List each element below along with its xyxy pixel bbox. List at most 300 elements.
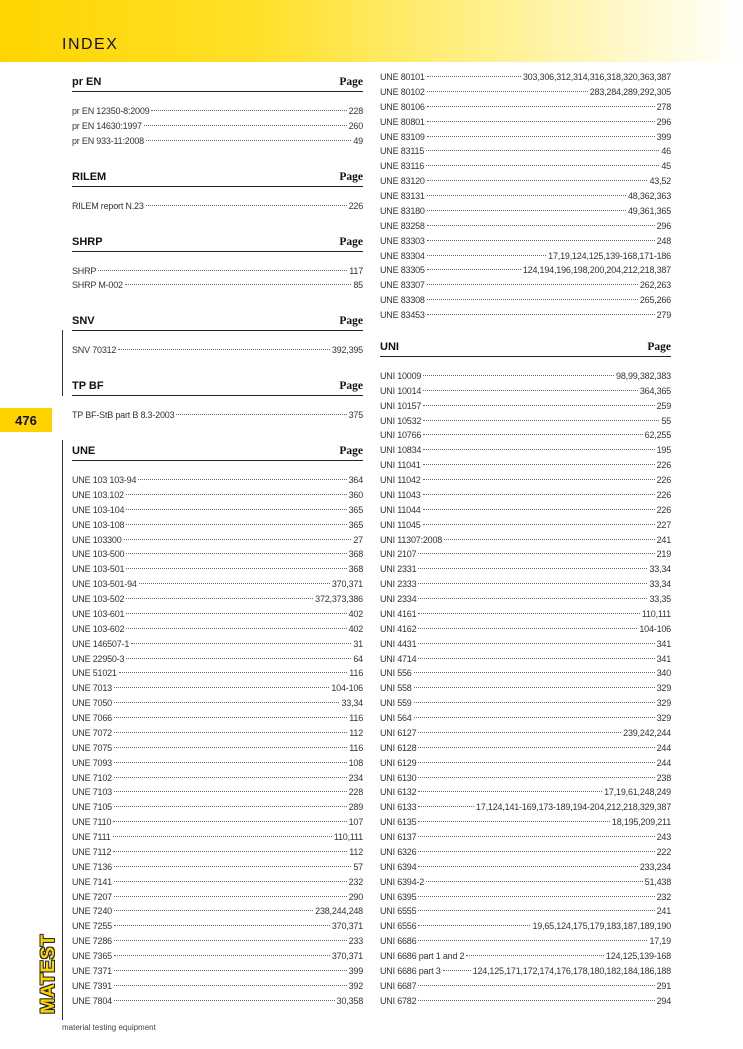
entry-pages: 195 [656, 445, 671, 456]
dot-leader [418, 791, 602, 792]
index-entry [380, 384, 671, 399]
index-entry [380, 399, 671, 414]
section-title: TP BF [72, 380, 104, 393]
dot-leader [114, 896, 347, 897]
entry-pages: 241 [656, 534, 671, 545]
entry-standard: UNE 83258 [380, 220, 425, 231]
entry-standard: UNE 83305 [380, 265, 425, 276]
dot-leader [443, 970, 471, 971]
entry-pages: 104-106 [639, 623, 671, 634]
index-entry [72, 577, 363, 592]
index-entry [380, 144, 671, 159]
entry-pages: 289 [348, 802, 363, 813]
index-entry [72, 845, 363, 860]
right-column [380, 68, 671, 1023]
index-entry [72, 964, 363, 979]
dot-leader [427, 314, 655, 315]
dot-leader [427, 76, 521, 77]
index-entry [380, 830, 671, 845]
entry-standard: UNE 80106 [380, 101, 425, 112]
entry-pages: 303,306,312,314,316,318,320,363,387 [522, 72, 671, 82]
entry-standard: UNE 7110 [72, 817, 112, 828]
index-entry [72, 134, 363, 149]
entry-standard: UNE 80101 [380, 72, 425, 82]
dot-leader [114, 940, 347, 941]
index-entry [380, 815, 671, 830]
dot-leader [114, 955, 330, 956]
dot-leader [427, 121, 655, 122]
entry-pages: 262,263 [639, 280, 671, 291]
entry-standard: UNI 564 [380, 713, 412, 723]
entry-standard: UNI 559 [380, 698, 412, 709]
entry-pages: 19,65,124,175,179,183,187,189,190 [532, 921, 671, 932]
dot-leader [418, 628, 637, 629]
index-entry [380, 681, 671, 696]
entry-pages: 112 [349, 727, 363, 738]
entry-pages: 290 [348, 891, 363, 902]
dot-leader [131, 643, 351, 644]
dot-leader [151, 110, 346, 111]
index-entry [72, 875, 363, 890]
index-entry [380, 70, 671, 85]
dot-leader [114, 985, 347, 986]
index-entry [72, 711, 363, 726]
entry-pages: 392 [348, 980, 363, 991]
dot-leader [114, 925, 330, 926]
entry-standard: UNI 4161 [380, 608, 417, 619]
index-entry [380, 771, 671, 786]
page-column-label: Page [339, 315, 363, 328]
index-entry [380, 234, 671, 249]
entry-standard: UNE 83303 [380, 235, 425, 246]
entry-pages: 17,19,124,125,139-168,171-186 [548, 250, 671, 261]
entry-pages: 17,19 [649, 936, 671, 947]
dot-leader [139, 583, 330, 584]
entry-pages: 234 [348, 772, 363, 783]
entry-standard: RILEM report N.23 [72, 200, 144, 211]
dot-leader [427, 240, 655, 241]
dot-leader [423, 524, 655, 525]
dot-leader [423, 405, 654, 406]
entry-pages: 33,34 [649, 579, 671, 590]
entry-standard: UNI 2107 [380, 549, 417, 560]
entry-standard: UNE 103-602 [72, 623, 125, 634]
dot-leader [418, 806, 474, 807]
index-entry [72, 547, 363, 562]
index-section [72, 372, 363, 423]
dot-leader [114, 910, 313, 911]
dot-leader [126, 568, 346, 569]
entry-pages: 233,234 [639, 861, 671, 872]
dot-leader [418, 747, 654, 748]
page-column-label: Page [647, 340, 671, 353]
entry-pages: 46 [661, 146, 671, 157]
index-entry [380, 726, 671, 741]
entry-pages: 48,362,363 [627, 191, 671, 201]
index-entry [72, 343, 363, 358]
entry-standard: UNE 83304 [380, 250, 425, 261]
index-entry [72, 562, 363, 577]
index-entry [380, 503, 671, 518]
entry-standard: UNI 11045 [380, 519, 421, 530]
index-entry [380, 293, 671, 308]
dot-leader [418, 643, 654, 644]
entry-pages: 226 [348, 200, 363, 211]
entry-standard: UNE 103-501 [72, 564, 125, 575]
index-entry [380, 592, 671, 607]
entry-standard: UNI 11042 [380, 475, 421, 485]
index-entry [72, 830, 363, 845]
entry-pages: 33,35 [649, 594, 671, 604]
entry-standard: UNE 22950-3 [72, 653, 125, 664]
dot-leader [114, 747, 347, 748]
index-entry [380, 308, 671, 323]
entry-pages: 62,255 [644, 430, 671, 441]
dot-leader [119, 672, 348, 673]
index-entry [72, 592, 363, 607]
index-entry [380, 369, 671, 384]
dot-leader [418, 985, 654, 986]
entry-pages: 108 [348, 757, 363, 768]
entry-standard: UNE 7141 [72, 876, 112, 887]
dot-leader [125, 284, 352, 285]
entry-standard: UNE 7093 [72, 757, 112, 768]
index-entry [72, 815, 363, 830]
dot-leader [114, 881, 347, 882]
entry-pages: 31 [353, 638, 363, 649]
entry-pages: 283,284,289,292,305 [589, 86, 671, 97]
index-entry [72, 860, 363, 875]
entry-pages: 110,111 [333, 832, 363, 842]
index-section [72, 68, 363, 149]
entry-pages: 17,19,61,248,249 [604, 787, 671, 798]
entry-pages: 232 [348, 876, 363, 887]
index-entry [380, 860, 671, 875]
entry-standard: UNE 83180 [380, 205, 425, 216]
dot-leader [418, 762, 654, 763]
index-entry [72, 278, 363, 293]
section-header [72, 228, 363, 252]
index-entry [380, 934, 671, 949]
page-column-label: Page [339, 235, 363, 248]
dot-leader [423, 434, 642, 435]
entry-standard: UNE 83116 [380, 161, 425, 172]
index-entry [380, 800, 671, 815]
index-entry [72, 533, 363, 548]
entry-standard: UNI 10532 [380, 415, 422, 426]
entry-standard: UNI 6137 [380, 832, 417, 842]
entry-pages: 364 [348, 475, 363, 485]
section-header [380, 333, 671, 357]
entry-standard: UNE 103-108 [72, 519, 125, 530]
entry-standard: UNI 10834 [380, 445, 422, 456]
index-entry [380, 622, 671, 637]
dot-leader [114, 732, 347, 733]
entry-pages: 226 [656, 489, 671, 500]
entry-pages: 329 [656, 698, 671, 709]
section-header [72, 437, 363, 461]
index-entry [72, 503, 363, 518]
dot-leader [138, 479, 346, 480]
entry-pages: 368 [348, 564, 363, 575]
entry-standard: UNE 7286 [72, 936, 112, 947]
dot-leader [423, 390, 638, 391]
dot-leader [418, 598, 647, 599]
entry-standard: UNE 83115 [380, 146, 425, 157]
entry-pages: 260 [348, 120, 363, 131]
index-section [72, 163, 363, 214]
entry-standard: UNE 7075 [72, 742, 112, 753]
dot-leader [466, 955, 604, 956]
entry-standard: UNE 51021 [72, 668, 117, 679]
section-title: UNI [380, 340, 399, 353]
entry-standard: UNI 10157 [380, 400, 422, 411]
entry-standard: UNE 103-601 [72, 608, 125, 619]
dot-leader [427, 255, 546, 256]
index-entry [72, 681, 363, 696]
entry-standard: UNI 6130 [380, 772, 417, 783]
entry-standard: UNI 6129 [380, 757, 417, 768]
index-entry [72, 264, 363, 279]
index-entry [380, 949, 671, 964]
entry-standard: UNE 103.102 [72, 489, 124, 500]
index-entry [380, 652, 671, 667]
entry-pages: 85 [353, 280, 363, 291]
entry-pages: 329 [656, 683, 671, 694]
entry-standard: UNI 6128 [380, 742, 417, 753]
index-entry [72, 800, 363, 815]
entry-standard: UNE 7105 [72, 802, 112, 813]
entry-pages: 117 [349, 265, 363, 276]
entry-pages: 104-106 [331, 683, 363, 694]
entry-pages: 294 [656, 995, 671, 1006]
dot-leader [414, 672, 655, 673]
dot-leader [114, 791, 347, 792]
index-entry [380, 174, 671, 189]
dot-leader [444, 539, 654, 540]
index-entry [72, 696, 363, 711]
entry-standard: UNE 80801 [380, 116, 425, 127]
entry-pages: 27 [353, 534, 363, 545]
dot-leader [427, 180, 648, 181]
dot-leader [426, 165, 659, 166]
entry-standard: UNI 11044 [380, 504, 421, 515]
index-entry [380, 637, 671, 652]
dot-leader [126, 494, 347, 495]
entry-standard: UNI 11307:2008 [380, 534, 443, 545]
dot-leader [418, 568, 647, 569]
index-entry [72, 652, 363, 667]
dot-leader [414, 717, 655, 718]
entry-standard: pr EN 14630:1997 [72, 120, 142, 131]
entry-standard: UNI 4431 [380, 638, 417, 649]
dot-leader [126, 524, 346, 525]
entry-standard: UNE 7013 [72, 683, 112, 694]
entry-standard: pr EN 933-11:2008 [72, 135, 144, 146]
index-entry [380, 562, 671, 577]
index-entry [72, 622, 363, 637]
entry-standard: UNI 6132 [380, 787, 417, 798]
dot-leader [126, 553, 346, 554]
dot-leader [418, 777, 654, 778]
entry-standard: UNE 7103 [72, 787, 112, 798]
entry-standard: UNI 11041 [380, 460, 421, 471]
entry-standard: UNE 83308 [380, 295, 425, 306]
entry-pages: 110,111 [641, 608, 671, 619]
margin-rule-top [62, 330, 63, 396]
page-column-label: Page [339, 380, 363, 393]
entry-pages: 370,371 [331, 921, 363, 932]
entry-standard: UNE 7111 [72, 832, 111, 842]
page-number-tab: 476 [0, 408, 52, 432]
entry-standard: UNI 6782 [380, 995, 417, 1006]
entry-pages: 238 [656, 772, 671, 783]
index-section [72, 307, 363, 358]
dot-leader [126, 658, 351, 659]
entry-standard: UNE 146507-1 [72, 638, 130, 649]
entry-pages: 49 [353, 135, 363, 146]
dot-leader [418, 866, 637, 867]
entry-pages: 33,34 [649, 564, 671, 575]
dot-leader [418, 658, 654, 659]
entry-pages: 30,358 [336, 995, 363, 1006]
dot-leader [114, 762, 347, 763]
dot-leader [427, 136, 655, 137]
dot-leader [418, 821, 609, 822]
entry-pages: 116 [349, 713, 363, 723]
entry-standard: UNI 556 [380, 668, 412, 679]
entry-pages: 57 [353, 861, 363, 872]
entry-pages: 228 [348, 787, 363, 798]
entry-standard: UNE 103300 [72, 534, 122, 545]
index-entry [72, 199, 363, 214]
dot-leader [113, 836, 332, 837]
entry-pages: 296 [656, 220, 671, 231]
index-entry [72, 994, 363, 1009]
index-entry [72, 607, 363, 622]
entry-pages: 340 [656, 668, 671, 679]
entry-standard: UNE 7102 [72, 772, 112, 783]
index-entry [380, 249, 671, 264]
entry-pages: 124,194,196,198,200,204,212,218,387 [522, 265, 671, 276]
entry-pages: 233 [348, 936, 363, 947]
index-entry [72, 473, 363, 488]
entry-standard: UNI 6133 [380, 802, 417, 813]
entry-standard: UNI 10009 [380, 370, 422, 381]
index-entry [380, 666, 671, 681]
index-entry [380, 875, 671, 890]
entry-pages: 291 [656, 980, 671, 991]
entry-standard: UNI 6395 [380, 891, 417, 902]
entry-pages: 402 [348, 608, 363, 619]
entry-pages: 265,266 [639, 295, 671, 306]
dot-leader [427, 284, 638, 285]
index-entry [72, 741, 363, 756]
entry-standard: UNI 6686 part 3 [380, 965, 441, 976]
dot-leader [418, 553, 654, 554]
entry-standard: UNI 6687 [380, 980, 417, 991]
dot-leader [126, 509, 346, 510]
section-header [72, 163, 363, 187]
entry-standard: UNI 6394-2 [380, 876, 425, 887]
entry-pages: 43,52 [649, 176, 671, 187]
index-entry [380, 518, 671, 533]
index-entry [380, 756, 671, 771]
section-title: UNE [72, 445, 96, 457]
dot-leader [114, 866, 351, 867]
index-entry [380, 428, 671, 443]
dot-leader [114, 687, 329, 688]
entry-pages: 278 [656, 101, 671, 112]
entry-pages: 51,438 [644, 876, 671, 887]
entry-standard: UNE 83131 [380, 191, 425, 201]
dot-leader [144, 125, 347, 126]
index-entry [72, 785, 363, 800]
entry-standard: UNE 103 103-94 [72, 475, 137, 485]
entry-standard: UNE 103-104 [72, 504, 125, 515]
entry-pages: 226 [656, 475, 671, 485]
index-entry [380, 189, 671, 204]
entry-pages: 364,365 [639, 385, 671, 396]
dot-leader [114, 970, 347, 971]
index-entry [380, 607, 671, 622]
entry-pages: 18,195,209,211 [611, 817, 671, 828]
index-entry [380, 443, 671, 458]
dot-leader [414, 687, 655, 688]
entry-pages: 368 [348, 549, 363, 560]
dot-leader [124, 539, 352, 540]
entry-standard: UNE 7066 [72, 713, 112, 723]
entry-standard: UNE 103-500 [72, 549, 125, 560]
entry-pages: 370,371 [331, 951, 363, 961]
entry-pages: 98,99,382,383 [616, 370, 671, 381]
left-column [72, 68, 363, 1023]
index-entry [380, 964, 671, 979]
entry-standard: UNI 6555 [380, 906, 417, 917]
index-entry [72, 408, 363, 423]
matest-logo [38, 930, 60, 1018]
dot-leader [418, 1000, 654, 1001]
dot-leader [114, 777, 347, 778]
entry-pages: 55 [661, 415, 671, 426]
une-continued-list [380, 70, 671, 323]
index-entry [72, 488, 363, 503]
entry-standard: UNE 7391 [72, 980, 112, 991]
dot-leader [418, 836, 654, 837]
entry-pages: 243 [656, 832, 671, 842]
dot-leader [146, 205, 347, 206]
entry-pages: 241 [656, 906, 671, 917]
entry-pages: 244 [656, 742, 671, 753]
index-entry [380, 219, 671, 234]
index-entry [72, 637, 363, 652]
index-entry [380, 85, 671, 100]
index-entry [380, 115, 671, 130]
entry-pages: 107 [348, 817, 363, 828]
dot-leader [176, 414, 346, 415]
entry-standard: UNI 6127 [380, 727, 417, 738]
entry-standard: UNE 7072 [72, 727, 112, 738]
dot-leader [418, 732, 621, 733]
entry-standard: UNI 6394 [380, 861, 417, 872]
dot-leader [426, 150, 659, 151]
page-column-label: Page [339, 76, 363, 88]
margin-rule-bottom [62, 440, 63, 1020]
index-entry [380, 711, 671, 726]
entry-standard: UNI 6556 [380, 921, 417, 932]
entry-pages: 296 [656, 116, 671, 127]
dot-leader [414, 702, 655, 703]
